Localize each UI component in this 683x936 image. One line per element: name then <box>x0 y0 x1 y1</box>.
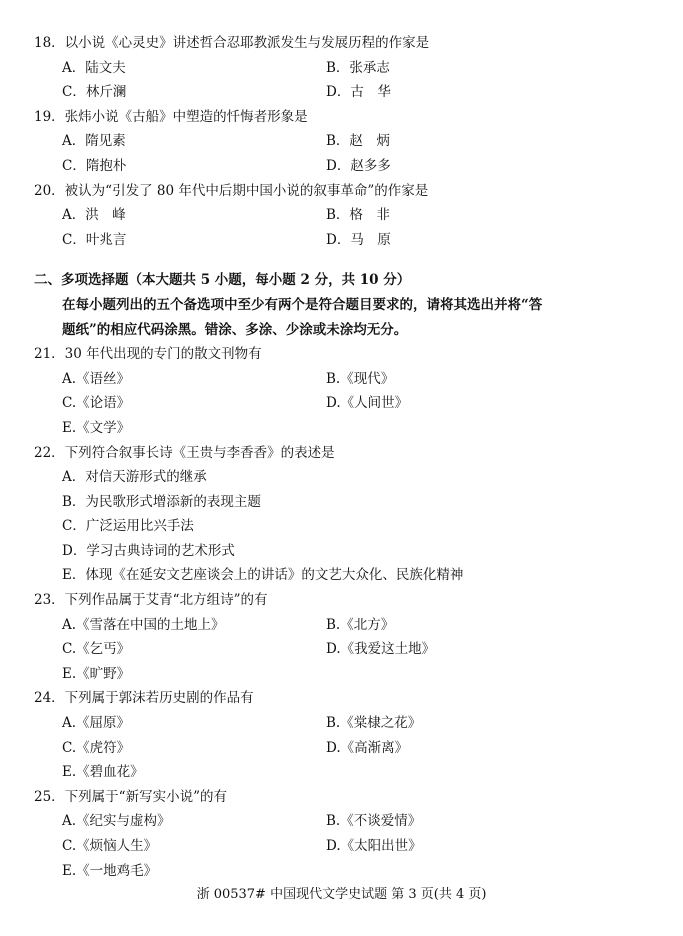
question-22-option-b: B．为民歌形式增添新的表现主题 <box>62 493 261 510</box>
question-18-stem: 18．以小说《心灵史》讲述哲合忍耶教派发生与发展历程的作家是 <box>34 35 430 51</box>
question-25-option-b: B.《不谈爱情》 <box>326 813 422 830</box>
question-25-options-row3 <box>34 859 659 884</box>
question-19-options-row2 <box>34 154 659 179</box>
question-23-stem: 23．下列作品属于艾青“北方组诗”的有 <box>34 592 268 609</box>
question-25-option-a: A.《纪实与虚构》 <box>62 813 171 830</box>
question-24-stem: 24．下列属于郭沫若历史剧的作品有 <box>34 690 254 707</box>
question-22-stem: 22．下列符合叙事长诗《王贵与李香香》的表述是 <box>34 444 335 461</box>
question-24-option-e: E.《碧血花》 <box>62 764 144 781</box>
question-22-option-e: E．体现《在延安文艺座谈会上的讲话》的文艺大众化、民族化精神 <box>62 567 464 584</box>
question-20-options-row2 <box>34 228 659 253</box>
section-2-instruction-line2: 题纸”的相应代码涂黑。错涂、多涂、少涂或未涂均无分。 <box>62 321 408 338</box>
page-footer: 浙 00537# 中国现代文学史试题 第 3 页(共 4 页) <box>196 887 487 902</box>
question-23-options-row2 <box>34 637 659 662</box>
question-19-option-a: A．隋见素 <box>62 133 126 150</box>
question-23-options-row3 <box>34 662 659 687</box>
question-22-option-d: D．学习古典诗词的艺术形式 <box>62 542 235 559</box>
question-24-options-row2 <box>34 736 659 761</box>
section-2-instruction-line1: 在每小题列出的五个备选项中至少有两个是符合题目要求的，请将其选出并将“答 <box>62 296 543 313</box>
question-18-options-row1 <box>34 56 659 81</box>
question-21-option-a: A.《语丝》 <box>62 370 131 387</box>
question-25-options-row1 <box>34 809 659 834</box>
question-23-option-e: E.《旷野》 <box>62 665 131 682</box>
question-21-option-d: D.《人间世》 <box>326 395 409 412</box>
question-20-stem: 20．被认为“引发了 80 年代中后期中国小说的叙事革命”的作家是 <box>34 182 429 199</box>
question-25-option-d: D.《太阳出世》 <box>326 838 422 854</box>
question-19-stem: 19．张炜小说《古船》中塑造的忏悔者形象是 <box>34 108 308 125</box>
section-2-heading: 二、多项选择题（本大题共 5 小题，每小题 2 分，共 10 分） <box>34 272 411 289</box>
question-21-options-row2 <box>34 391 659 416</box>
question-24-option-b: B.《棠棣之花》 <box>326 715 422 732</box>
question-23-option-a: A.《雪落在中国的土地上》 <box>62 616 225 633</box>
question-24-options-row1 <box>34 711 659 736</box>
question-19-option-b: B．赵 炳 <box>326 133 390 150</box>
question-21-options-row3 <box>34 416 659 441</box>
question-21-option-e: E.《文学》 <box>62 419 131 436</box>
question-25-options-row2 <box>34 834 659 859</box>
question-24-option-c: C.《虎符》 <box>62 739 131 756</box>
section-gap <box>34 252 659 268</box>
question-25-stem: 25．下列属于“新写实小说”的有 <box>34 788 227 805</box>
question-21-option-b: B.《现代》 <box>326 370 395 387</box>
question-23-option-c: C.《乞丐》 <box>62 641 131 658</box>
question-24-option-a: A.《屈原》 <box>62 715 131 732</box>
question-20-option-a: A．洪 峰 <box>62 207 126 224</box>
question-22-option-a: A．对信天游形式的继承 <box>62 469 207 486</box>
question-21-option-c: C.《论语》 <box>62 395 131 412</box>
question-20-option-d: D．马 原 <box>326 231 391 248</box>
question-20-option-b: B．格 非 <box>326 207 390 224</box>
question-25-option-c: C.《烦恼人生》 <box>62 838 158 854</box>
question-18-options-row2 <box>34 80 659 105</box>
question-19-option-c: C．隋抱朴 <box>62 157 127 174</box>
question-24-options-row3 <box>34 760 659 785</box>
question-25-option-e: E.《一地鸡毛》 <box>62 862 158 879</box>
question-23-option-d: D.《我爱这土地》 <box>326 641 436 658</box>
question-21-stem: 21．30 年代出现的专门的散文刊物有 <box>34 346 262 363</box>
question-18-option-a: A．陆文夫 <box>62 59 126 76</box>
question-22-option-c: C．广泛运用比兴手法 <box>62 518 194 535</box>
question-18-option-d: D．古 华 <box>326 84 391 101</box>
question-20-options-row1 <box>34 203 659 228</box>
question-18-option-b: B．张承志 <box>326 59 390 76</box>
question-20-option-c: C．叶兆言 <box>62 231 127 248</box>
question-21-options-row1 <box>34 367 659 392</box>
question-23-options-row1 <box>34 613 659 638</box>
question-18-option-c: C．林斤澜 <box>62 84 127 101</box>
question-19-option-d: D．赵多多 <box>326 157 391 174</box>
question-23-option-b: B.《北方》 <box>326 616 395 633</box>
question-19-options-row1 <box>34 129 659 154</box>
question-24-option-d: D.《高渐离》 <box>326 739 409 756</box>
